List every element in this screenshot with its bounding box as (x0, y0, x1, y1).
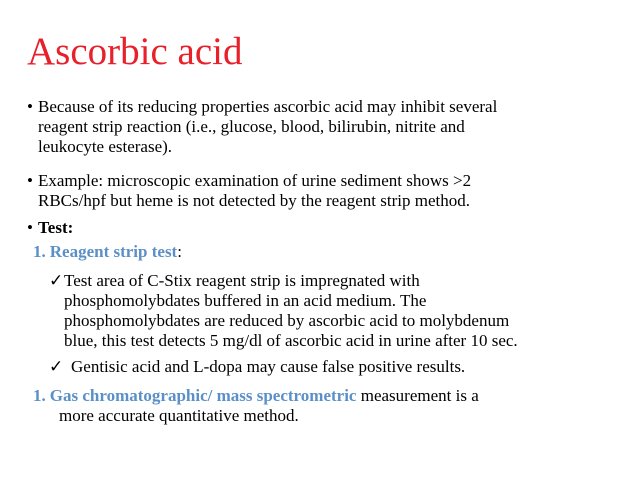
test-item-suffix: measurement is a (356, 386, 479, 405)
check-text-line: Test area of C-Stix reagent strip is impregnated with (64, 271, 420, 290)
bullet-symbol: • (27, 171, 33, 190)
bullet-text-line: Because of its reducing properties ascorbic acid may inhibit several (38, 97, 498, 116)
bullet-text-line: Example: microscopic examination of urine sediment shows >2 (38, 171, 472, 190)
check-icon: ✓ (49, 271, 64, 290)
check-text-line: Gentisic acid and L-dopa may cause false positive results. (71, 357, 466, 376)
list-number: 1. (33, 386, 46, 405)
bullet-symbol: • (27, 97, 33, 116)
test-item-continuation: more accurate quantitative method. (59, 406, 299, 425)
test-item-heading: Gas chromatographic/ mass spectrometric (49, 386, 357, 405)
slide-title: Ascorbic acid (27, 30, 243, 73)
test-item-heading: Reagent strip test (49, 242, 178, 261)
bullet-text-line: RBCs/hpf but heme is not detected by the reagent strip method. (38, 191, 470, 210)
bullet-text-line: reagent strip reaction (i.e., glucose, blood, bilirubin, nitrite and (38, 117, 465, 136)
check-text-line: phosphomolybdates buffered in an acid medium. The (64, 291, 427, 310)
check-text-line: phosphomolybdates are reduced by ascorbic acid to molybdenum (64, 311, 510, 330)
test-item-gas-chromatographic (33, 386, 479, 426)
test-label: Test: (38, 218, 74, 237)
bullet-symbol: • (27, 218, 33, 237)
check-text-line: blue, this test detects 5 mg/dl of ascorbic acid in urine after 10 sec. (64, 331, 518, 350)
bullet-text-line: leukocyte esterase). (38, 137, 173, 156)
list-number: 1. (33, 242, 46, 261)
check-icon: ✓ (49, 357, 64, 376)
test-item-reagent-strip (33, 242, 182, 262)
test-item-suffix: : (177, 242, 182, 261)
